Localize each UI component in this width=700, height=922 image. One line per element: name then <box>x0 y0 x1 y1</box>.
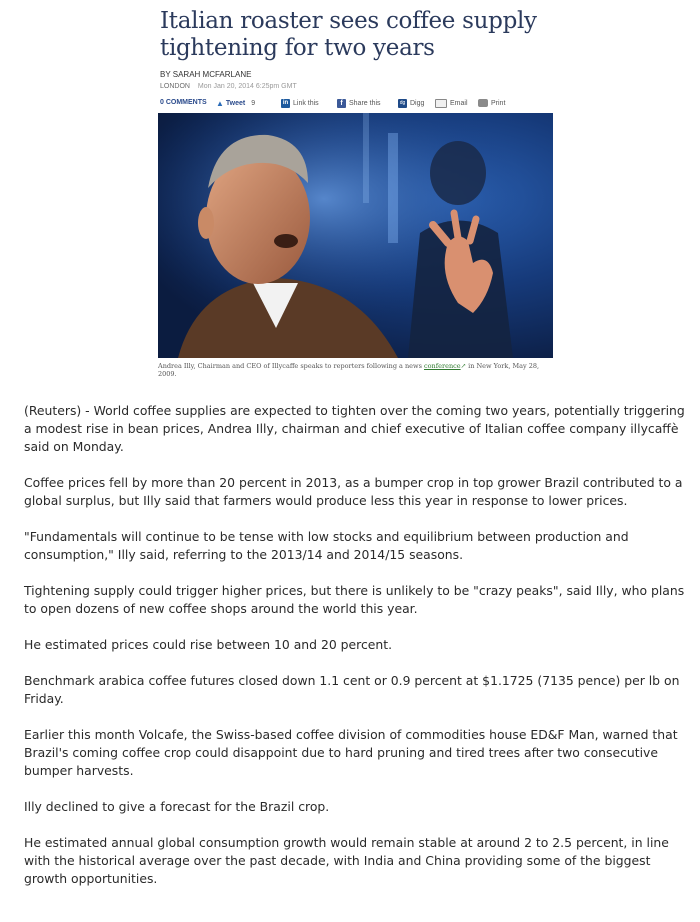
linkedin-icon: in <box>282 100 289 106</box>
photo-illustration <box>158 113 553 358</box>
facebook-share-button[interactable] <box>337 99 381 108</box>
article-headline: Italian roaster sees coffee supply tightening for two years <box>160 8 537 61</box>
external-link-icon: ↗ <box>460 362 467 370</box>
article-paragraph: "Fundamentals will continue to be tense with low stocks and equilibrium between production and consumption," Illy said, referring to the 2013/14 and 2014/15 seasons. <box>24 529 629 562</box>
dateline <box>160 83 297 90</box>
dateline-timestamp: Mon Jan 20, 2014 6:25pm GMT <box>197 83 297 90</box>
tweet-label: Tweet <box>225 100 246 107</box>
article-paragraph: Illy declined to give a forecast for the Brazil crop. <box>24 799 330 814</box>
linkedin-share-button[interactable] <box>281 99 319 108</box>
photo-caption <box>158 362 558 378</box>
linkedin-label: Link this <box>293 100 319 107</box>
article-paragraph: He estimated annual global consumption growth would remain stable at around 2 to 2.5 percent, in line with the historical average over the past decade, with India and China providing some of the biggest growth opportunities. <box>24 835 669 886</box>
digg-label: Digg <box>410 100 425 107</box>
byline: BY SARAH MCFARLANE <box>160 70 252 79</box>
article-paragraph: He estimated prices could rise between 10 and 20 percent. <box>24 637 393 652</box>
print-label: Print <box>491 99 506 107</box>
article-paragraph: Earlier this month Volcafe, the Swiss-based coffee division of commodities house ED&F Man, warned that Brazil's coming coffee crop could disappoint due to hard pruning and tired trees after two consecutive bumper harvests. <box>24 727 678 778</box>
article-paragraph: Benchmark arabica coffee futures closed down 1.1 cent or 0.9 percent at $1.1725 (7135 pence) per lb on Friday. <box>24 673 680 706</box>
caption-text-before: Andrea Illy, Chairman and CEO of Illycaffe speaks to reporters following a news <box>158 362 424 370</box>
print-button[interactable] <box>478 99 505 107</box>
facebook-icon: f <box>337 99 346 108</box>
dateline-location: LONDON <box>160 83 190 90</box>
digg-share-button[interactable] <box>398 99 424 108</box>
tweet-button[interactable] <box>216 99 255 108</box>
email-icon <box>435 99 447 108</box>
article-paragraph: Tightening supply could trigger higher prices, but there is unlikely to be "crazy peaks", said Illy, who plans to open dozens of new coffee shops around the world this year. <box>24 583 685 616</box>
twitter-bird-icon: ▲ <box>216 99 224 108</box>
article-paragraph: Coffee prices fell by more than 20 percent in 2013, as a bumper crop in top grower Brazil contributed to a global surplus, but Illy said that farmers would produce less this year in response to lower prices. <box>24 475 683 508</box>
comments-link[interactable]: 0 COMMENTS <box>160 99 207 106</box>
share-toolbar <box>160 99 560 111</box>
caption-conference-link[interactable]: conference <box>424 362 461 370</box>
article-paragraph: (Reuters) - World coffee supplies are expected to tighten over the coming two years, potentially triggering a modest rise in bean prices, Andrea Illy, chairman and chief executive of Italian coffee company illycaffè said on Monday. <box>24 403 685 454</box>
email-label: Email <box>450 100 468 107</box>
tweet-count: 9 <box>251 100 256 107</box>
article-body <box>24 402 688 906</box>
caption-text-after: in New York, May 28, 2009. <box>158 362 540 378</box>
article-photo <box>158 113 553 358</box>
print-icon <box>478 99 488 107</box>
facebook-label: Share this <box>349 100 381 107</box>
email-button[interactable] <box>435 99 468 108</box>
digg-icon: dg <box>399 100 406 106</box>
